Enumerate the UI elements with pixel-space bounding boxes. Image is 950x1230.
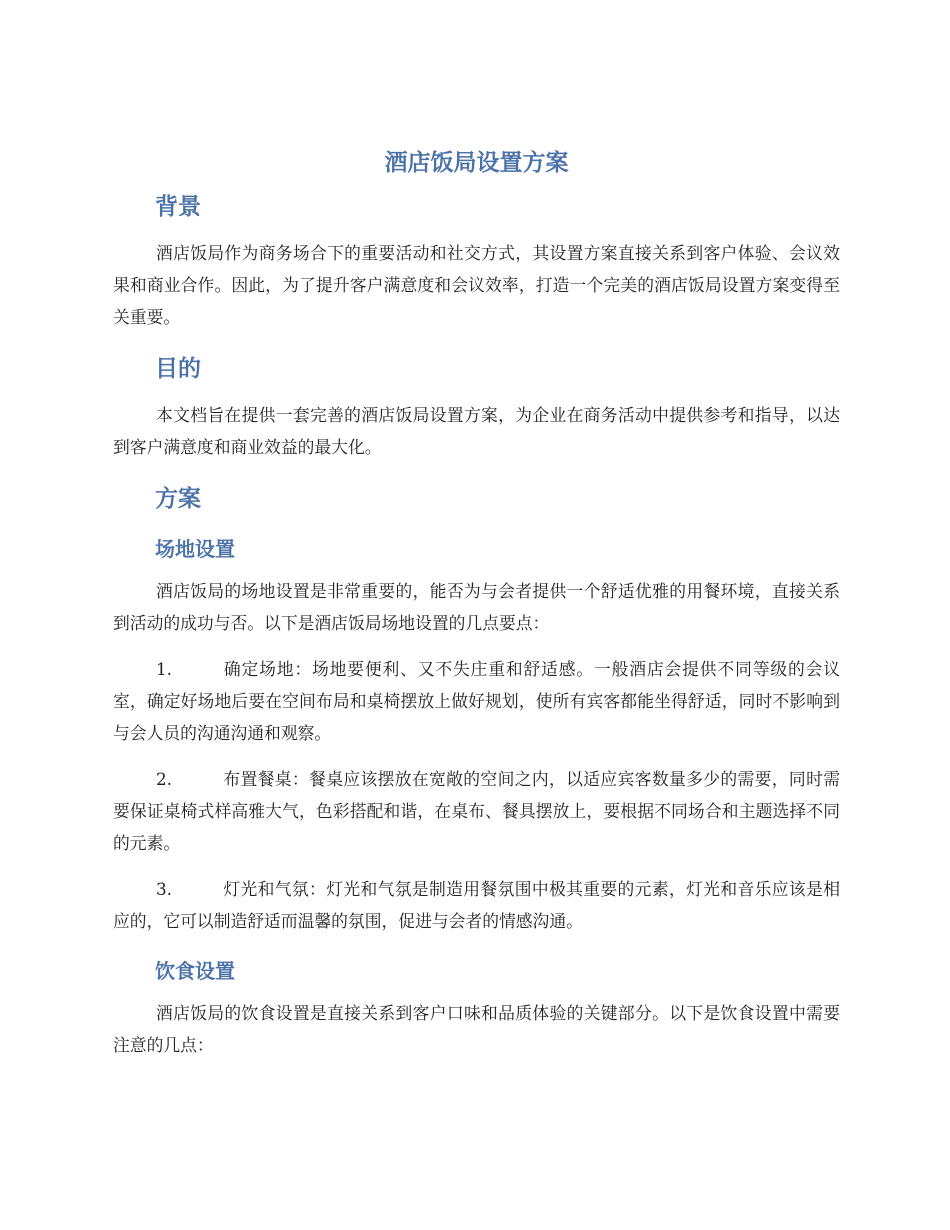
food-intro-paragraph: 酒店饭局的饮食设置是直接关系到客户口味和品质体验的关键部分。以下是饮食设置中需要注意的几点： [113,1003,840,1055]
list-item-text: 灯光和气氛：灯光和气氛是制造用餐氛围中极其重要的元素，灯光和音乐应该是相应的，它可以制造舒适而温馨的氛围，促进与会者的情感沟通。 [113,879,840,931]
subsection-heading-venue: 场地设置 [155,537,235,561]
list-item [113,653,840,749]
list-item-text: 确定场地：场地要便利、又不失庄重和舒适感。一般酒店会提供不同等级的会议室，确定好场地后要在空间布局和桌椅摆放上做好规划，使所有宾客都能坐得舒适，同时不影响到与会人员的沟通沟通和观察。 [113,659,840,743]
section-heading-plan: 方案 [155,486,201,512]
list-item-number: 2. [156,769,173,789]
purpose-paragraph: 本文档旨在提供一套完善的酒店饭局设置方案，为企业在商务活动中提供参考和指导，以达到客户满意度和商业效益的最大化。 [113,405,840,457]
venue-intro-paragraph: 酒店饭局的场地设置是非常重要的，能否为与会者提供一个舒适优雅的用餐环境，直接关系到活动的成功与否。以下是酒店饭局场地设置的几点要点： [113,581,840,633]
list-item [113,763,840,859]
section-heading-background: 背景 [155,194,201,220]
document-title: 酒店饭局设置方案 [384,150,569,176]
list-item-number: 3. [156,879,173,899]
background-paragraph: 酒店饭局作为商务场合下的重要活动和社交方式，其设置方案直接关系到客户体验、会议效果和商业合作。因此，为了提升客户满意度和会议效率，打造一个完美的酒店饭局设置方案变得至关重要。 [113,243,840,327]
list-item-number: 1. [156,659,173,679]
document-body [113,143,840,1075]
list-item-text: 布置餐桌：餐桌应该摆放在宽敞的空间之内，以适应宾客数量多少的需要，同时需要保证桌椅式样高雅大气，色彩搭配和谐，在桌布、餐具摆放上，要根据不同场合和主题选择不同的元素。 [113,769,840,853]
list-item [113,873,840,937]
subsection-heading-food: 饮食设置 [155,959,235,983]
section-heading-purpose: 目的 [155,356,201,382]
